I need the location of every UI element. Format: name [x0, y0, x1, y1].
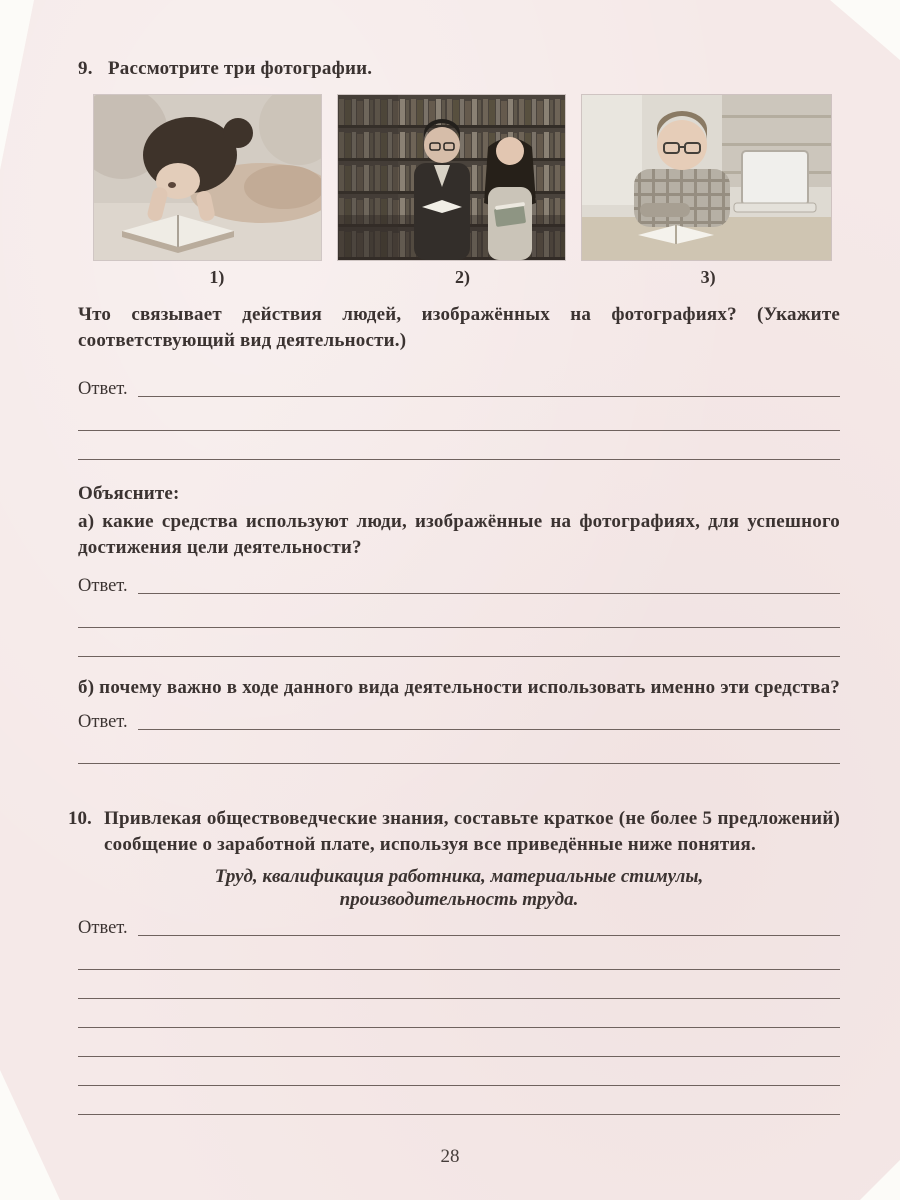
- question-10-text: Привлекая обществоведческие знания, составьте краткое (не более 5 предложений) сообщение о заработной плате, используя все приведённые ниже понятия.: [104, 808, 840, 855]
- answer-label: Ответ.: [78, 379, 128, 399]
- answer-line: [78, 999, 840, 1028]
- photo-3-student-laptop: [582, 95, 831, 260]
- answer-line: [78, 970, 840, 999]
- terms-line-1: Труд, квалификация работника, материальные стимулы,: [214, 866, 704, 887]
- question-9-number: 9.: [78, 58, 93, 79]
- answer-row-q10: [78, 915, 840, 941]
- answer-line: [78, 1086, 840, 1115]
- question-9a-text: а) какие средства используют люди, изображённые на фотографиях, для успешного достижения цели деятельности?: [78, 511, 840, 558]
- answer-line: [138, 709, 840, 730]
- answer-line: [78, 735, 840, 764]
- answer-line: [78, 628, 840, 657]
- photo-1-girl-reading: [94, 95, 321, 260]
- terms-line-2: производительность труда.: [339, 889, 579, 910]
- answer-line: [78, 1028, 840, 1057]
- answer-line: [78, 402, 840, 431]
- photo-1-label: 1): [209, 267, 225, 287]
- question-9-intro: Рассмотрите три фотографии.: [108, 58, 373, 79]
- answer-row-q9a: [78, 573, 840, 599]
- library-couple-illustration: [338, 95, 565, 260]
- explain-heading: Объясните:: [78, 483, 180, 504]
- photo-2-label: 2): [455, 267, 470, 287]
- answer-line: [78, 599, 840, 628]
- scan-corner: [0, 0, 34, 170]
- answer-row-q9b: [78, 709, 840, 735]
- question-9-heading: [78, 56, 840, 82]
- page-number: 28: [440, 1146, 460, 1167]
- scan-corner: [830, 0, 900, 60]
- page-content: [68, 0, 840, 1115]
- photo-3-label: 3): [700, 267, 716, 287]
- answer-label: Ответ.: [78, 918, 128, 938]
- photo-2-library-couple: [338, 95, 565, 260]
- student-laptop-illustration: [582, 95, 831, 260]
- answer-line: [78, 431, 840, 460]
- question-10-number: 10.: [68, 808, 92, 829]
- answer-line: [78, 941, 840, 970]
- answer-label: Ответ.: [78, 576, 128, 596]
- answer-line: [78, 1057, 840, 1086]
- question-9-text: Что связывает действия людей, изображённых на фотографиях? (Укажите соответствующий вид деятельности.): [78, 304, 840, 351]
- answer-label: Ответ.: [78, 712, 128, 732]
- answer-line: [138, 915, 840, 936]
- question-9b-text: б) почему важно в ходе данного вида деятельности использовать именно эти средства?: [78, 677, 840, 698]
- answer-row-q9: [78, 376, 840, 402]
- girl-reading-illustration: [94, 95, 321, 260]
- answer-line: [138, 573, 840, 594]
- question-10-heading: [68, 806, 840, 858]
- photo-row: [94, 95, 840, 260]
- scan-corner: [0, 1070, 60, 1200]
- photo-labels: [94, 267, 831, 288]
- answer-line: [138, 376, 840, 397]
